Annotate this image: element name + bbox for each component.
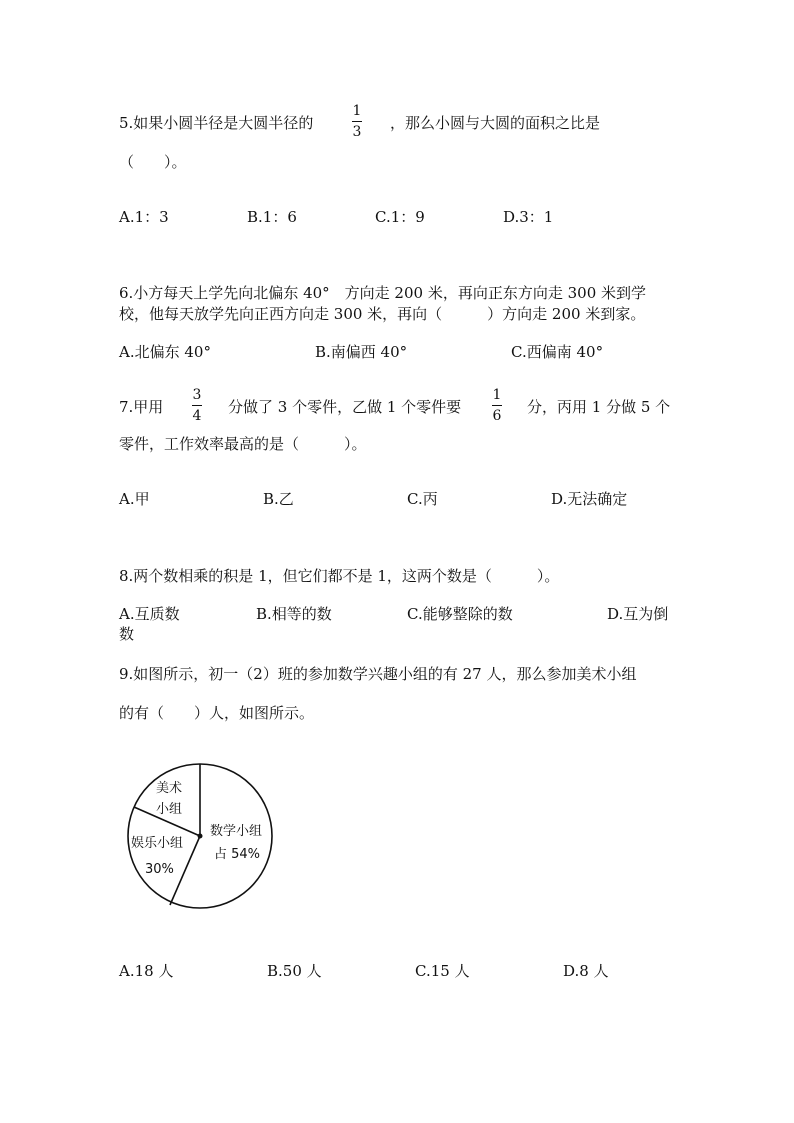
- q6-line1: 6.小方每天上学先向北偏东 40° 方向走 200 米，再向正东方向走 300 米到学: [119, 284, 647, 302]
- fraction-denominator: 3: [352, 124, 362, 140]
- q5-text-post: ，那么小圆与大圆的面积之比是: [390, 114, 601, 132]
- q5-fraction: [352, 104, 362, 139]
- q6-option-c[interactable]: C.西偏南 40°: [511, 343, 604, 361]
- fraction-denominator: 4: [192, 408, 202, 424]
- q7-text-pre: 7.甲用: [119, 398, 164, 416]
- slice-label-art-1: 美术: [156, 781, 183, 796]
- fraction-numerator: 1: [352, 103, 362, 119]
- q8-option-b[interactable]: B.相等的数: [256, 605, 332, 623]
- slice-label-entertainment-1: 娱乐小组: [131, 836, 184, 851]
- q7-line2: 零件，工作效率最高的是（ ）。: [119, 435, 367, 453]
- slice-label-entertainment-2: 30%: [145, 862, 174, 877]
- q5-text-pre: 5.如果小圆半径是大圆半径的: [119, 114, 314, 132]
- q7-text-mid: 分做了 3 个零件，乙做 1 个零件要: [228, 398, 462, 416]
- fraction-denominator: 6: [492, 408, 502, 424]
- q7-option-b[interactable]: B.乙: [263, 490, 294, 508]
- q7-fraction-2: [492, 388, 502, 423]
- fraction-numerator: 1: [492, 387, 502, 403]
- q6-line2: 校，他每天放学先向正西方向走 300 米，再向（ ）方向走 200 米到家。: [119, 305, 646, 323]
- q7-option-c[interactable]: C.丙: [407, 490, 438, 508]
- q7-option-d[interactable]: D.无法确定: [551, 490, 628, 508]
- slice-label-math-1: 数学小组: [210, 824, 263, 839]
- q7-fraction-1: [192, 388, 202, 423]
- q5-option-b[interactable]: B.1：6: [247, 208, 297, 226]
- q8-option-d[interactable]: D.互为倒: [607, 605, 669, 623]
- q5-option-c[interactable]: C.1：9: [375, 208, 425, 226]
- q5-option-d[interactable]: D.3：1: [503, 208, 554, 226]
- q8-text: 8.两个数相乘的积是 1，但它们都不是 1，这两个数是（ ）。: [119, 567, 560, 585]
- slice-label-art-2: 小组: [156, 802, 183, 817]
- q7-text-post: 分，丙用 1 分做 5 个: [527, 398, 671, 416]
- q5-option-a[interactable]: A.1：3: [119, 208, 169, 226]
- q6-option-a[interactable]: A.北偏东 40°: [119, 343, 211, 361]
- q6-option-b[interactable]: B.南偏西 40°: [315, 343, 408, 361]
- slice-label-math-2: 占 54%: [214, 847, 261, 862]
- q9-option-a[interactable]: A.18 人: [119, 962, 174, 980]
- q9-option-d[interactable]: D.8 人: [563, 962, 609, 980]
- q9-option-c[interactable]: C.15 人: [415, 962, 470, 980]
- group-pie-chart: [118, 752, 278, 922]
- q5-blank: （ ）。: [119, 153, 187, 171]
- q8-option-c[interactable]: C.能够整除的数: [407, 605, 513, 623]
- q9-line1: 9.如图所示，初一（2）班的参加数学兴趣小组的有 27 人，那么参加美术小组: [119, 665, 637, 683]
- q9-line2: 的有（ ）人，如图所示。: [119, 704, 315, 722]
- q8-option-a[interactable]: A.互质数: [119, 605, 180, 623]
- q8-option-d-wrap: 数: [119, 625, 135, 643]
- q9-option-b[interactable]: B.50 人: [267, 962, 322, 980]
- q7-option-a[interactable]: A.甲: [119, 490, 150, 508]
- pie-center-dot: [198, 834, 203, 839]
- fraction-numerator: 3: [192, 387, 202, 403]
